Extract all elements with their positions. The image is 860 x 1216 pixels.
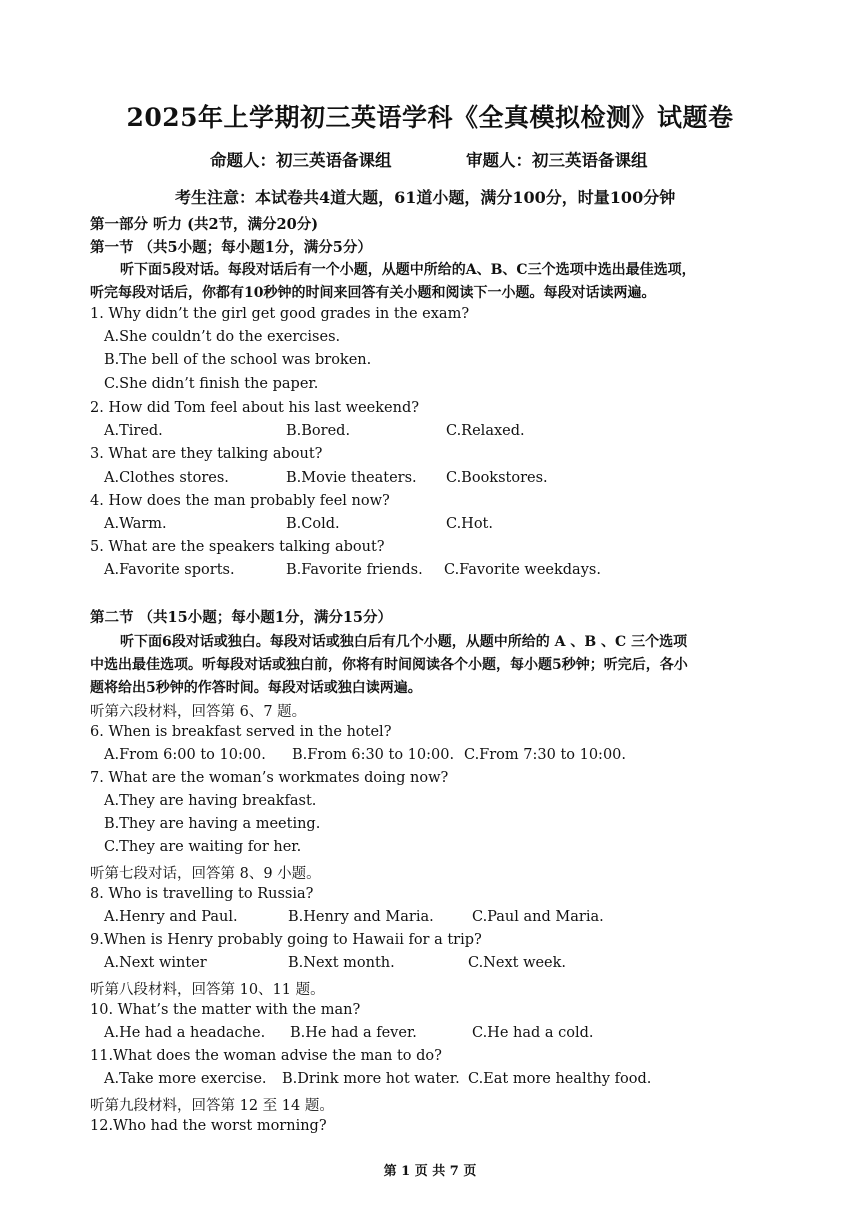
option-a: A.Take more exercise. xyxy=(104,1071,267,1087)
question-stem: 1. Why didn’t the girl get good grades in the exam? xyxy=(90,306,470,322)
instruction-line: 题将给出5秒钟的作答时间。每段对话或独白读两遍。 xyxy=(90,680,422,696)
passage-lead: 听第七段对话，回答第 8、9 小题。 xyxy=(90,866,321,882)
question-stem: 9.When is Henry probably going to Hawaii for a trip? xyxy=(90,932,482,948)
question-stem: 10. What’s the matter with the man? xyxy=(90,1002,361,1018)
option-b: B.The bell of the school was broken. xyxy=(104,352,372,368)
option-c: C.Favorite weekdays. xyxy=(444,562,601,578)
option-b: B.They are having a meeting. xyxy=(104,816,321,832)
question-stem: 6. When is breakfast served in the hotel? xyxy=(90,724,392,740)
section-heading: 第一节 （共5小题；每小题1分，满分5分） xyxy=(90,239,372,256)
option-a: A.From 6:00 to 10:00. xyxy=(104,747,266,763)
instruction-line: 听下面6段对话或独白。每段对话或独白后有几个小题，从题中所给的 A 、B 、C 三个选项 xyxy=(120,634,688,650)
exam-notice: 考生注意：本试卷共4道大题，61道小题，满分100分，时量100分钟 xyxy=(175,188,676,207)
option-a: A.Henry and Paul. xyxy=(104,909,238,925)
question-stem: 12.Who had the worst morning? xyxy=(90,1118,327,1134)
part-heading: 第一部分 听力 (共2节，满分20分) xyxy=(90,216,319,233)
option-c: C.She didn’t finish the paper. xyxy=(104,376,319,392)
option-c: C.From 7:30 to 10:00. xyxy=(464,747,626,763)
option-a: A.Next winter xyxy=(104,955,207,971)
option-a: A.Favorite sports. xyxy=(104,562,235,578)
option-b: B.Henry and Maria. xyxy=(288,909,434,925)
option-b: B.Drink more hot water. xyxy=(282,1071,460,1087)
question-stem: 8. Who is travelling to Russia? xyxy=(90,886,314,902)
option-a: A.Clothes stores. xyxy=(104,470,229,486)
option-a: A.Tired. xyxy=(104,423,163,439)
instruction-line: 中选出最佳选项。听每段对话或独白前，你将有时间阅读各个小题，每小题5秒钟；听完后，各小 xyxy=(90,657,688,673)
option-c: C.Hot. xyxy=(446,516,493,532)
instruction-line: 听下面5段对话。每段对话后有一个小题，从题中所给的A、B、C三个选项中选出最佳选项， xyxy=(120,262,696,278)
option-a: A.They are having breakfast. xyxy=(104,793,317,809)
reviewer-label: 审题人：初三英语备课组 xyxy=(466,151,648,170)
passage-lead: 听第六段材料，回答第 6、7 题。 xyxy=(90,704,307,720)
option-a: A.Warm. xyxy=(104,516,167,532)
question-stem: 5. What are the speakers talking about? xyxy=(90,539,385,555)
option-c: C.Eat more healthy food. xyxy=(468,1071,652,1087)
option-c: C.Next week. xyxy=(468,955,567,971)
option-a: A.He had a headache. xyxy=(104,1025,266,1041)
option-c: C.Paul and Maria. xyxy=(472,909,604,925)
option-c: C.They are waiting for her. xyxy=(104,839,302,855)
option-b: B.Next month. xyxy=(288,955,395,971)
question-stem: 2. How did Tom feel about his last weekend? xyxy=(90,400,420,416)
section-heading: 第二节 （共15小题；每小题1分，满分15分） xyxy=(90,609,392,626)
option-b: B.Bored. xyxy=(286,423,351,439)
question-stem: 11.What does the woman advise the man to do? xyxy=(90,1048,442,1064)
passage-lead: 听第八段材料，回答第 10、11 题。 xyxy=(90,982,325,998)
question-stem: 3. What are they talking about? xyxy=(90,446,323,462)
question-stem: 7. What are the woman’s workmates doing now? xyxy=(90,770,449,786)
instruction-line: 听完每段对话后，你都有10秒钟的时间来回答有关小题和阅读下一小题。每段对话读两遍。 xyxy=(90,285,656,301)
page-title: 2025年上学期初三英语学科《全真模拟检测》试题卷 xyxy=(126,103,734,132)
passage-lead: 听第九段材料，回答第 12 至 14 题。 xyxy=(90,1098,334,1114)
option-b: B.From 6:30 to 10:00. xyxy=(292,747,455,763)
setter-label: 命题人：初三英语备课组 xyxy=(210,151,392,170)
option-b: B.Movie theaters. xyxy=(286,470,417,486)
option-a: A.She couldn’t do the exercises. xyxy=(104,329,341,345)
option-b: B.Favorite friends. xyxy=(286,562,423,578)
option-c: C.Relaxed. xyxy=(446,423,525,439)
question-stem: 4. How does the man probably feel now? xyxy=(90,493,390,509)
option-c: C.He had a cold. xyxy=(472,1025,594,1041)
option-b: B.Cold. xyxy=(286,516,340,532)
page-number: 第 1 页 共 7 页 xyxy=(383,1164,477,1179)
option-c: C.Bookstores. xyxy=(446,470,548,486)
option-b: B.He had a fever. xyxy=(290,1025,417,1041)
